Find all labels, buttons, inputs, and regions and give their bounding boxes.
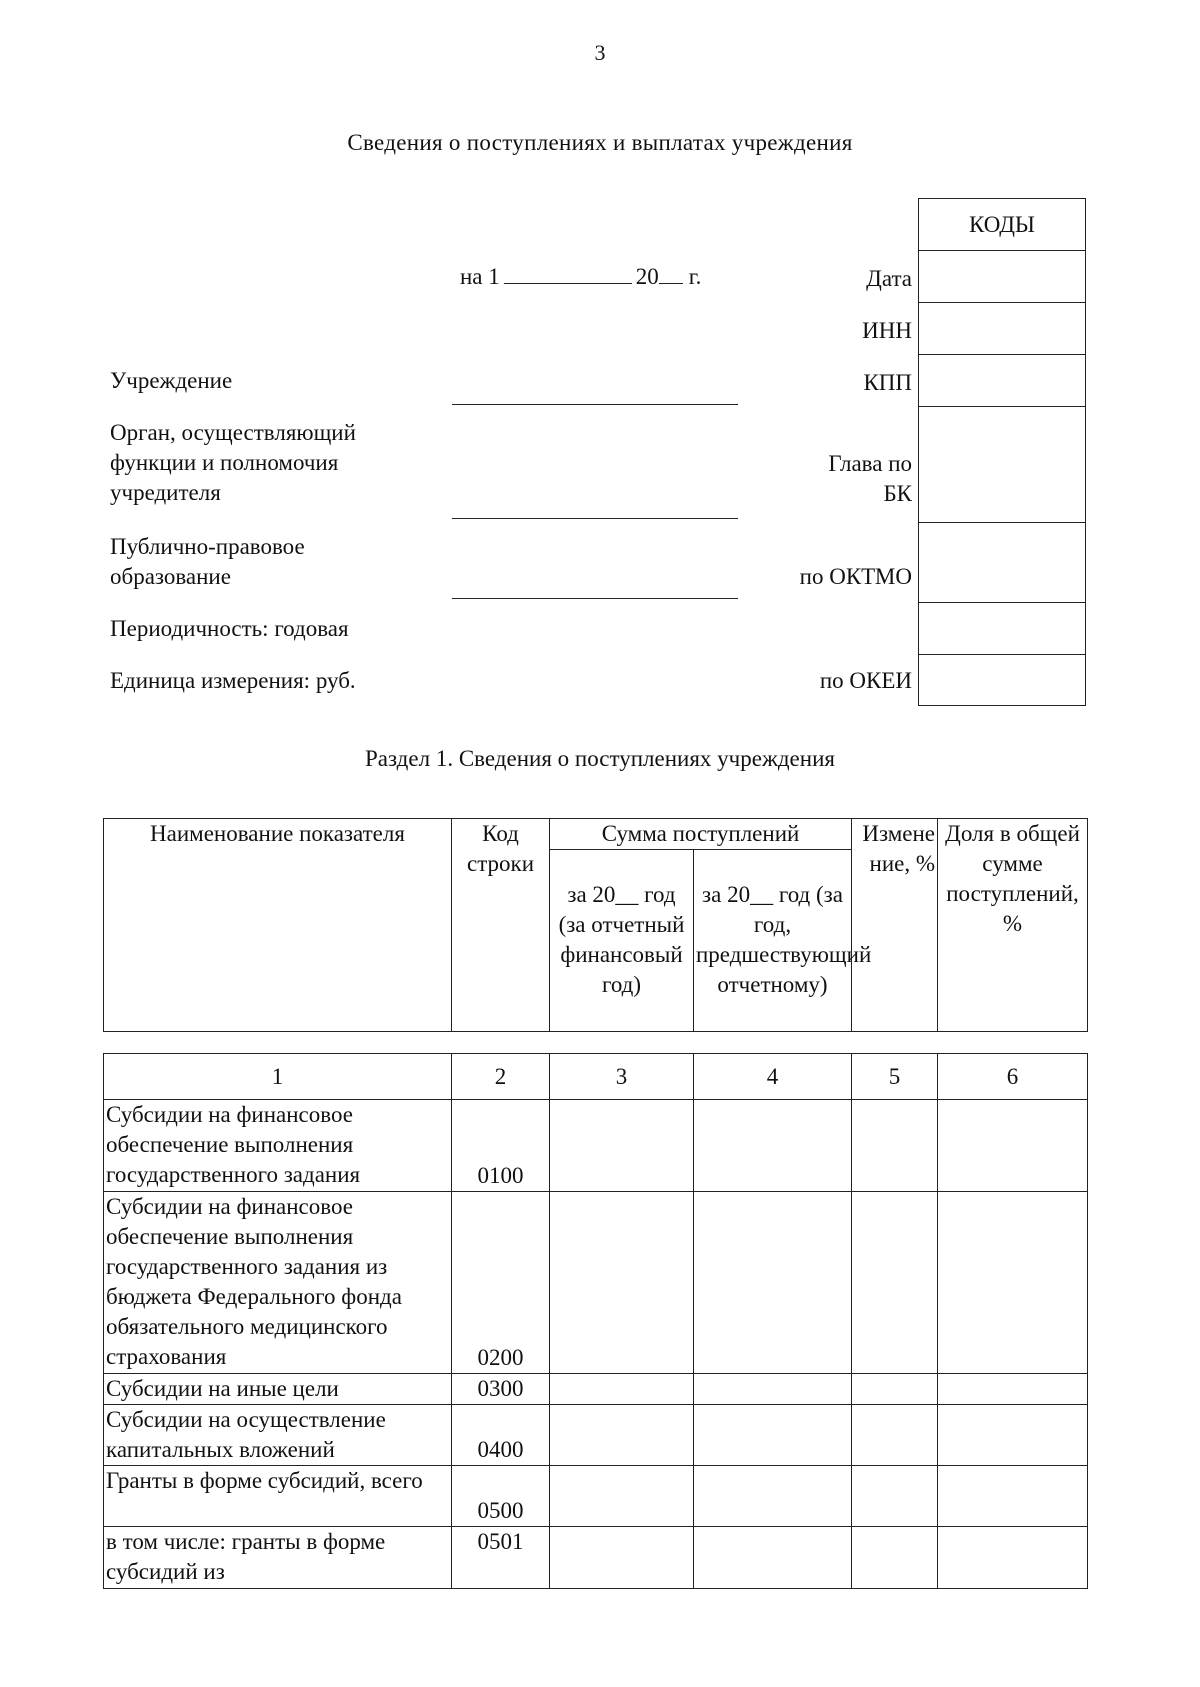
row-code: 0400 [452, 1405, 550, 1466]
row-name: Гранты в форме субсидий, всего [104, 1466, 452, 1527]
row-code: 0300 [452, 1374, 550, 1405]
table-row [104, 1374, 1088, 1405]
value-cell[interactable] [852, 1100, 938, 1192]
value-cell[interactable] [852, 1527, 938, 1589]
column-number: 6 [938, 1054, 1088, 1100]
column-number: 2 [452, 1054, 550, 1100]
value-cell[interactable] [550, 1192, 694, 1374]
value-cell[interactable] [694, 1466, 852, 1527]
label-date: Дата [866, 266, 912, 291]
date-blank[interactable] [504, 265, 632, 284]
report-date-line [460, 264, 701, 290]
row-name: в том числе: гранты в форме субсидий из [104, 1527, 452, 1589]
value-cell[interactable] [550, 1527, 694, 1589]
institution-fill-line[interactable] [452, 404, 738, 405]
founder-body-fill-line[interactable] [452, 518, 738, 519]
header-sum-reported: за 20__ год (за отчетный финансовый год) [550, 850, 694, 1032]
code-cell-glava-bk[interactable] [919, 407, 1085, 523]
receipts-header-table [103, 818, 1088, 1032]
label-glava-bk: Глава по БК [828, 451, 912, 506]
value-cell[interactable] [852, 1374, 938, 1405]
public-entity-fill-line[interactable] [452, 598, 738, 599]
value-cell[interactable] [852, 1192, 938, 1374]
column-numbers-row [104, 1054, 1088, 1100]
value-cell[interactable] [852, 1466, 938, 1527]
label-public-entity: Публично-правовое образование [110, 534, 305, 589]
page-number: 3 [594, 40, 606, 65]
year-blank[interactable] [659, 265, 683, 284]
table-row [104, 1192, 1088, 1374]
value-cell[interactable] [938, 1374, 1088, 1405]
year-prefix: 20 [635, 264, 659, 289]
code-cell-kpp[interactable] [919, 355, 1085, 407]
value-cell[interactable] [550, 1374, 694, 1405]
code-cell-okei[interactable] [919, 655, 1085, 707]
row-name: Субсидии на финансовое обеспечение выполнения государственного задания [104, 1100, 452, 1192]
label-oktmo: по ОКТМО [799, 564, 912, 589]
label-okei: по ОКЕИ [819, 668, 912, 693]
value-cell[interactable] [550, 1466, 694, 1527]
row-code: 0501 [452, 1527, 550, 1589]
value-cell[interactable] [550, 1405, 694, 1466]
label-institution: Учреждение [110, 368, 233, 393]
code-cell-date[interactable] [919, 251, 1085, 303]
row-code: 0100 [452, 1100, 550, 1192]
row-code: 0500 [452, 1466, 550, 1527]
value-cell[interactable] [694, 1192, 852, 1374]
label-periodicity: Периодичность: годовая [110, 616, 349, 641]
codes-header: КОДЫ [919, 199, 1085, 251]
value-cell[interactable] [852, 1405, 938, 1466]
code-cell-periodicity[interactable] [919, 603, 1085, 655]
value-cell[interactable] [938, 1192, 1088, 1374]
value-cell[interactable] [938, 1100, 1088, 1192]
year-suffix: г. [688, 264, 702, 289]
label-kpp: КПП [863, 370, 912, 395]
column-number: 5 [852, 1054, 938, 1100]
value-cell[interactable] [694, 1405, 852, 1466]
value-cell[interactable] [550, 1100, 694, 1192]
header-sum-previous: за 20__ год (за год, предшествующий отчетному) [694, 850, 852, 1032]
receipts-table [103, 1053, 1088, 1589]
code-cell-inn[interactable] [919, 303, 1085, 355]
column-number: 1 [104, 1054, 452, 1100]
row-name: Субсидии на осуществление капитальных вложений [104, 1405, 452, 1466]
code-cell-oktmo[interactable] [919, 523, 1085, 603]
table-row [104, 1466, 1088, 1527]
column-number: 3 [550, 1054, 694, 1100]
table-row [104, 1527, 1088, 1589]
label-unit: Единица измерения: руб. [110, 668, 356, 693]
value-cell[interactable] [694, 1527, 852, 1589]
header-sum: Сумма поступлений [550, 819, 852, 850]
codes-box [918, 198, 1086, 706]
table-row [104, 1405, 1088, 1466]
value-cell[interactable] [938, 1466, 1088, 1527]
row-name: Субсидии на финансовое обеспечение выполнения государственного задания из бюджета Федерального фонда обязательного медицинского страхования [104, 1192, 452, 1374]
value-cell[interactable] [694, 1100, 852, 1192]
table-row [104, 1100, 1088, 1192]
column-number: 4 [694, 1054, 852, 1100]
value-cell[interactable] [938, 1527, 1088, 1589]
header-code: Код строки [452, 819, 550, 1032]
row-code: 0200 [452, 1192, 550, 1374]
date-prefix: на 1 [460, 264, 500, 289]
section-1-title: Раздел 1. Сведения о поступлениях учреждения [365, 746, 835, 771]
label-founder-body: Орган, осуществляющий функции и полномочия учредителя [110, 420, 356, 505]
header-change: Изменение, % [852, 819, 938, 1032]
value-cell[interactable] [694, 1374, 852, 1405]
label-inn: ИНН [862, 318, 912, 343]
row-name: Субсидии на иные цели [104, 1374, 452, 1405]
document-title: Сведения о поступлениях и выплатах учреждения [347, 130, 853, 155]
header-name: Наименование показателя [104, 819, 452, 1032]
header-share: Доля в общей сумме поступлений, % [938, 819, 1088, 1032]
value-cell[interactable] [938, 1405, 1088, 1466]
